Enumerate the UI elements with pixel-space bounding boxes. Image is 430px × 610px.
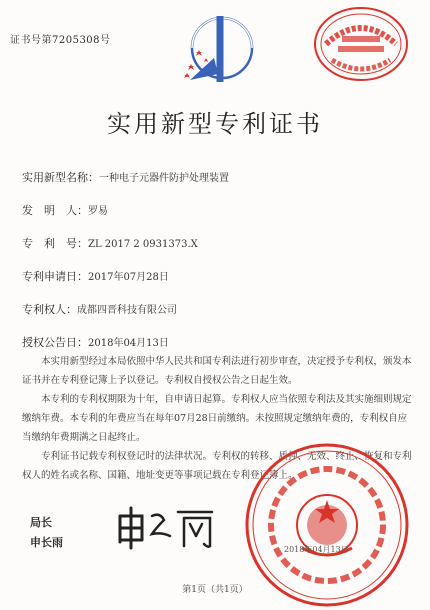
field-value: 罗易 (88, 206, 108, 217)
field-filing-date (22, 265, 169, 284)
field-value: ZL 2017 2 0931373.X (88, 239, 198, 250)
field-label: 专利权人： (22, 303, 77, 316)
page-footer: 第1页（共1页） (182, 585, 248, 595)
field-value: 2017年07月28日 (88, 272, 169, 283)
paragraph-grant: 本实用新型经过本局依照中华人民共和国专利法进行初步审查，决定授予专利权，颁发本证书并在专利登记簿上予以登记。专利权自授权公告之日起生效。 (22, 356, 412, 386)
seal-date: 2018年04月13日 (284, 545, 349, 554)
field-value: 成都四晋科技有限公司 (77, 305, 177, 316)
stamp-seal-top (312, 4, 410, 86)
field-value: 2018年04月13日 (88, 338, 169, 349)
certificate-number: 证书号第7205308号 (10, 35, 111, 46)
field-label: 专 利 号： (22, 237, 88, 250)
patent-office-emblem (160, 10, 270, 92)
field-label: 发 明 人： (22, 204, 88, 217)
field-label: 授权公告日： (22, 336, 88, 349)
field-patentee (22, 298, 177, 317)
field-patent-number (22, 232, 198, 251)
paragraph-term: 本专利的专利权期限为十年，自申请日起算。专利权人应当依照专利法及其实施细则规定缴纳年费。本专利的年费应当在每年07月28日前缴纳。未按照规定缴纳年费的，专利权自应当缴纳年费期满之日起终止。 (22, 394, 412, 443)
handwritten-signature (112, 502, 222, 552)
certificate-title: 实用新型专利证书 (107, 110, 323, 138)
field-value: 一种电子元器件防护处理装置 (99, 173, 229, 184)
paragraph-legal-status: 专利证书记载专利权登记时的法律状况。专利权的转移、质押、无效、终止、恢复和专利权人的姓名或名称、国籍、地址变更等事项记载在专利登记簿上。 (22, 451, 412, 481)
field-utility-model-name (22, 166, 229, 185)
field-label: 专利申请日： (22, 270, 88, 283)
signatory-title: 局长 (30, 516, 52, 529)
signatory-name: 申长雨 (30, 536, 63, 549)
field-inventor (22, 199, 108, 218)
field-label: 实用新型名称： (22, 171, 99, 184)
field-grant-date (22, 331, 169, 350)
